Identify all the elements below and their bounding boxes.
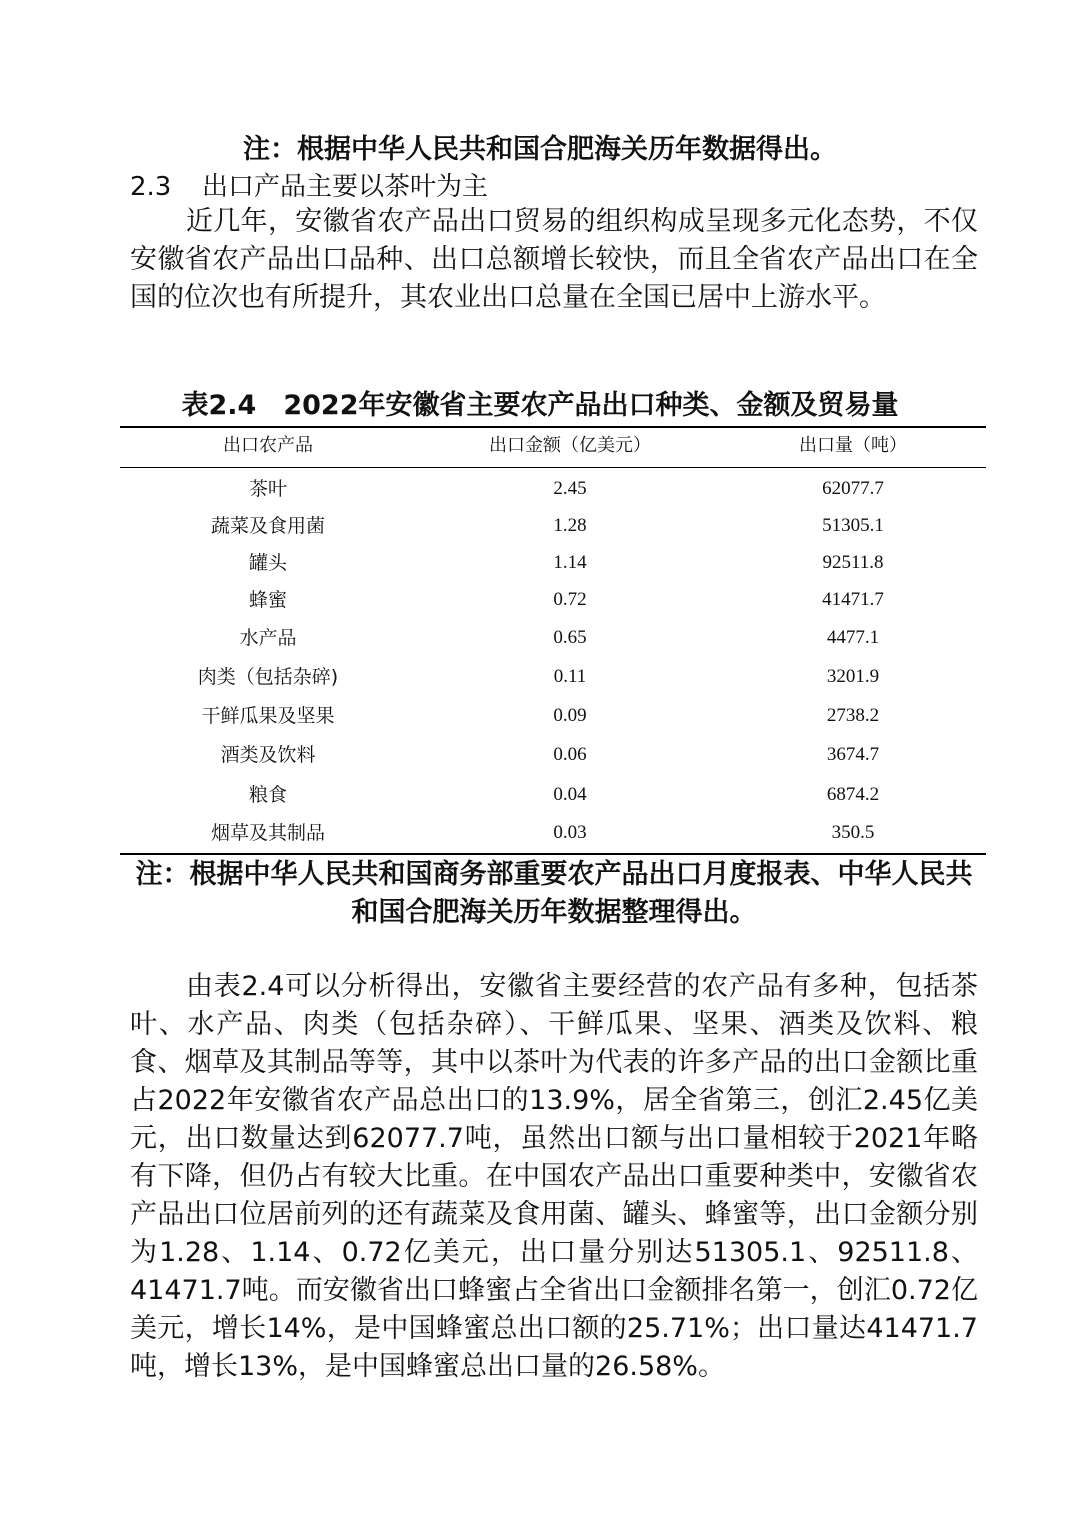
product-cell: 茶叶 [248, 478, 287, 500]
product-cell: 肉类（包括杂碎) [197, 666, 339, 688]
table-row [120, 698, 986, 734]
volume-cell: 92511.8 [822, 552, 884, 573]
table-row [120, 620, 986, 656]
table-header-cell: 出口量（吨） [799, 435, 907, 456]
product-cell: 水产品 [239, 627, 297, 649]
note-bottom: 注：根据中华人民共和国商务部重要农产品出口月度报表、中华人民共和国合肥海关历年数据整理得出。 [135, 859, 973, 928]
table-row [120, 471, 986, 507]
product-cell: 蜂蜜 [248, 589, 287, 611]
table-row [120, 508, 986, 544]
table-row [120, 582, 986, 618]
table-title: 表2.4 2022年安徽省主要农产品出口种类、金额及贸易量 [181, 390, 899, 421]
volume-cell: 3674.7 [826, 744, 880, 765]
product-cell: 干鲜瓜果及坚果 [201, 705, 335, 727]
product-cell: 蔬菜及食用菌 [210, 515, 325, 537]
table-row [120, 815, 986, 851]
product-cell: 烟草及其制品 [210, 822, 325, 844]
amount-cell: 0.11 [553, 666, 587, 687]
amount-cell: 0.09 [553, 705, 587, 726]
table-header-rule [120, 467, 986, 468]
amount-cell: 0.04 [553, 784, 587, 805]
table-row [120, 737, 986, 773]
table-row [120, 777, 986, 813]
table-header-row [120, 428, 986, 464]
amount-cell: 0.72 [553, 589, 587, 610]
amount-cell: 1.14 [553, 552, 587, 573]
volume-cell: 6874.2 [826, 784, 880, 805]
volume-cell: 2738.2 [826, 705, 880, 726]
amount-cell: 1.28 [553, 515, 587, 536]
volume-cell: 62077.7 [822, 478, 884, 499]
amount-cell: 0.65 [553, 627, 587, 648]
paragraph-analysis: 由表2.4可以分析得出，安徽省主要经营的农产品有多种，包括茶叶、水产品、肉类（包括杂碎）、干鲜瓜果、坚果、酒类及饮料、粮食、烟草及其制品等等，其中以茶叶为代表的许多产品的出口金额比重占2022年安徽省农产品总出口的13.9%，居全省第三，创汇2.45亿美元，出口数量达到62077.7吨，虽然出口额与出口量相较于2021年略有下降，但仍占有较大比重。在中国农产品出口重要种类中，安徽省农产品出口位居前列的还有蔬菜及食用菌、罐头、蜂蜜等，出口金额分别为1.28、1.14、0.72亿美元，出口量分别达51305.1、92511.8、41471.7吨。而安徽省出口蜂蜜占全省出口金额排名第一，创汇0.72亿美元，增长14%，是中国蜂蜜总出口额的25.71%；出口量达41471.7吨，增长13%，是中国蜂蜜总出口量的26.58%。 [130, 971, 978, 1382]
product-cell: 粮食 [248, 784, 287, 806]
table-header-cell: 出口农产品 [223, 435, 313, 456]
table-row [120, 659, 986, 695]
volume-cell: 4477.1 [826, 627, 880, 648]
section-heading [130, 168, 488, 206]
amount-cell: 2.45 [553, 478, 587, 499]
table-header-cell: 出口金额（亿美元） [489, 435, 651, 456]
section-title: 出口产品主要以茶叶为主 [202, 172, 489, 202]
amount-cell: 0.06 [553, 744, 587, 765]
note-top: 注：根据中华人民共和国合肥海关历年数据得出。 [243, 134, 837, 165]
volume-cell: 41471.7 [822, 589, 884, 610]
volume-cell: 350.5 [831, 822, 875, 843]
table-bottom-rule [120, 853, 986, 855]
volume-cell: 3201.9 [826, 666, 880, 687]
product-cell: 酒类及饮料 [220, 744, 316, 766]
paragraph-intro: 近几年，安徽省农产品出口贸易的组织构成呈现多元化态势，不仅安徽省农产品出口品种、出口总额增长较快，而且全省农产品出口在全国的位次也有所提升，其农业出口总量在全国已居中上游水平。 [130, 206, 978, 313]
product-cell: 罐头 [248, 552, 287, 574]
section-number: 2.3 [130, 172, 172, 202]
amount-cell: 0.03 [553, 822, 587, 843]
volume-cell: 51305.1 [822, 515, 884, 536]
table-row [120, 545, 986, 581]
